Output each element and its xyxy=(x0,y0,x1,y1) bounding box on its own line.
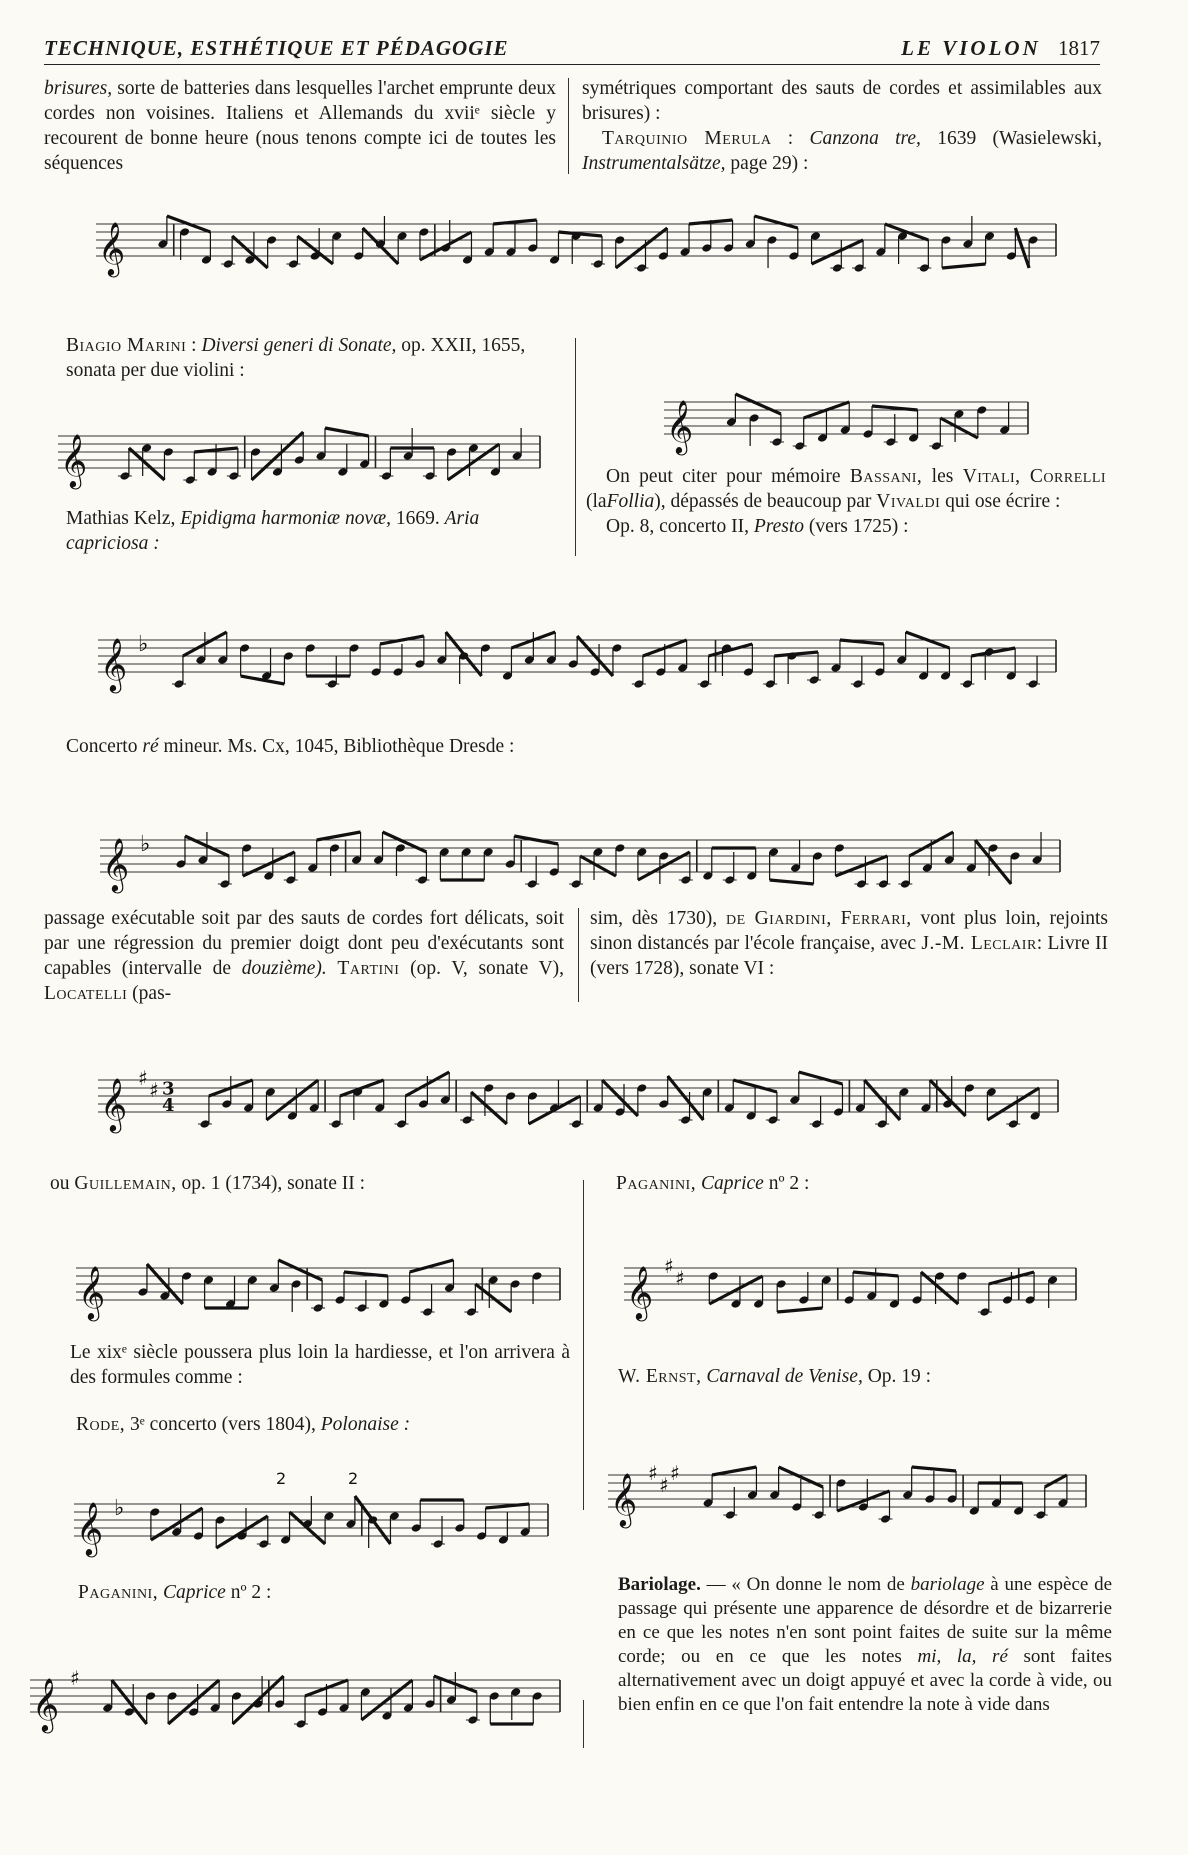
word-de: de xyxy=(726,908,746,929)
note-beam xyxy=(930,1080,966,1116)
treble-clef-icon: 𝄞 xyxy=(32,1677,60,1731)
time-signature-numerator: 3 xyxy=(162,1078,175,1100)
running-title: TECHNIQUE, ESTHÉTIQUE ET PÉDAGOGIE xyxy=(44,36,509,60)
sharp-icon: ♯ xyxy=(149,1077,159,1102)
work-epidigma: Epidigma harmoniæ novæ, xyxy=(180,508,391,529)
note-beam xyxy=(112,1680,147,1724)
work-diversi-generi: Diversi generi di Sonate, xyxy=(201,335,397,356)
journal-title: LE VIOLON xyxy=(901,36,1041,60)
note-beam xyxy=(912,1467,956,1471)
treble-clef-icon: 𝄞 xyxy=(626,1265,654,1319)
note-beam xyxy=(812,240,864,264)
composer-vivaldi: Vivaldi xyxy=(876,491,941,512)
xix-text: Le xixᵉ siècle poussera plus loin la hardiesse, et l'on arrivera à des formules comme : xyxy=(70,1342,570,1388)
music-example-merula xyxy=(96,200,1056,280)
vivaldi-op: Op. 8, concerto II, xyxy=(606,516,749,537)
term-brisures: brisures, xyxy=(44,78,113,99)
note-beam xyxy=(363,228,399,264)
work-follia: Follia xyxy=(606,491,655,512)
note-beam xyxy=(383,832,427,852)
bariolage-text-a: — « On donne le nom de xyxy=(706,1574,905,1595)
note-beam xyxy=(735,394,781,414)
note-beam xyxy=(278,1260,322,1280)
column-rule-4 xyxy=(583,1180,584,1510)
intro-left-text: sorte de batteries dans lesquelles l'archet emprunte deux cordes non voisines. Italiens et Allemands du xviiᵉ siècle y recourent de bonne heure (nous tenons compte ici de toutes les séquences xyxy=(44,78,557,174)
sharp-icon: ♯ xyxy=(659,1472,669,1497)
vivaldi-text-e: qui ose écrire : xyxy=(945,491,1061,512)
flat-icon: ♭ xyxy=(138,632,149,658)
note-beam xyxy=(493,220,537,224)
music-example-ernst xyxy=(608,1446,1086,1536)
note-beam xyxy=(774,652,818,656)
passage-text-c: (pas- xyxy=(132,983,172,1004)
paganini-caption-2 xyxy=(78,1580,578,1605)
note-beam xyxy=(853,1272,898,1276)
note-beam xyxy=(770,880,814,884)
note-beam xyxy=(872,406,918,410)
note-beam xyxy=(689,220,733,224)
composer-locatelli: Locatelli xyxy=(44,983,128,1004)
note-beam xyxy=(940,418,978,438)
work-caprice-1: Caprice xyxy=(700,1173,764,1194)
rode-caption xyxy=(76,1412,576,1437)
note-beam xyxy=(233,1676,284,1724)
column-rule-5 xyxy=(583,1700,584,1748)
note-beam xyxy=(1045,1475,1067,1487)
note-beam xyxy=(471,1092,507,1124)
fingering-1: 2 xyxy=(276,1469,287,1488)
fingering-2: 2 xyxy=(348,1469,359,1488)
composer-rode: Rode, xyxy=(76,1414,126,1435)
ernst-op: Op. 19 : xyxy=(867,1366,932,1387)
note-beam xyxy=(799,1072,843,1084)
sharp-icon: ♯ xyxy=(70,1665,80,1690)
key-re: ré xyxy=(142,736,159,757)
note-beam xyxy=(529,1096,581,1124)
marini-details: op. XXII, 1655, sonata per due violini : xyxy=(66,335,526,381)
guillemain-b: op. 1 (1734), sonate II : xyxy=(181,1173,366,1194)
note-beam xyxy=(754,216,798,228)
music-example-paganini-left xyxy=(30,1654,560,1738)
composer-leclair: J.-M. Leclair xyxy=(921,933,1037,954)
note-beam xyxy=(580,856,616,876)
column-rule xyxy=(568,78,569,174)
vivaldi-text-c: (la xyxy=(586,491,607,512)
column-rule-2 xyxy=(575,338,576,556)
music-example-rode xyxy=(74,1469,548,1562)
composer-giardini: Giardini, xyxy=(754,908,832,929)
kelz-caption xyxy=(66,506,566,556)
paganini-caption-1 xyxy=(616,1171,1096,1196)
vivaldi-date: (vers 1725) : xyxy=(808,516,909,537)
passage-right-c: : Livre II (vers 1728), sonate VI : xyxy=(590,933,1108,979)
treble-clef-icon: 𝄞 xyxy=(100,637,128,691)
merula-year: 1639 (Wasielewski, xyxy=(937,128,1102,149)
passage-right-b: vont plus loin, rejoints sinon distancés par l'école française, avec xyxy=(590,908,1109,954)
column-rule-3 xyxy=(578,908,579,1002)
music-example-vivaldi xyxy=(98,614,1056,698)
note-beam xyxy=(129,448,165,480)
caprice-number-1: nº 2 : xyxy=(768,1173,810,1194)
composer-ferrari: Ferrari, xyxy=(840,908,912,929)
note-beam xyxy=(777,1308,822,1312)
header-right xyxy=(901,36,1100,61)
marini-caption: Biagio Marini : Diversi generi di Sonate, op. XXII, 1655, sonata per due violini : xyxy=(66,335,526,381)
composer-merula: Tarquinio Merula xyxy=(602,128,772,149)
note-beam xyxy=(168,1680,219,1724)
note-beam xyxy=(317,832,361,840)
note-beam xyxy=(840,640,884,644)
music-example-marini xyxy=(58,412,540,492)
composer-marini: Biagio Marini xyxy=(66,335,187,356)
merula-page: page 29) : xyxy=(730,153,809,174)
treble-clef-icon: 𝄞 xyxy=(78,1265,106,1319)
term-bariolage: Bariolage. xyxy=(618,1574,701,1595)
sharp-icon: ♯ xyxy=(138,1065,148,1090)
intro-right-text: symétriques comportant des sauts de cordes et assimilables aux brisures) : xyxy=(582,78,1102,124)
work-instrumentalsatze: Instrumentalsätze, xyxy=(582,153,726,174)
concerto-caption xyxy=(66,734,1066,759)
treble-clef-icon: 𝄞 xyxy=(76,1501,104,1555)
treble-clef-icon: 𝄞 xyxy=(100,1077,128,1131)
work-canzona: Canzona tre, xyxy=(809,128,921,149)
work-aria-capriciosa: Aria capriciosa : xyxy=(66,508,480,554)
music-example-leclair xyxy=(98,1054,1058,1138)
work-carnaval: Carnaval de Venise, xyxy=(706,1366,863,1387)
passage-left xyxy=(44,906,564,1006)
note-beam xyxy=(864,1080,900,1120)
note-beam xyxy=(410,1260,454,1272)
note-beam xyxy=(446,632,482,676)
note-beam xyxy=(344,1272,388,1276)
passage-right xyxy=(590,906,1108,981)
composer-paganini-1: Paganini, xyxy=(616,1173,697,1194)
page-header xyxy=(44,36,1100,65)
treble-clef-icon: 𝄞 xyxy=(102,837,130,891)
rode-concerto: 3ᵉ concerto (vers 1804), xyxy=(130,1414,316,1435)
vivaldi-text-b: les xyxy=(931,466,954,487)
note-beam xyxy=(971,648,1015,656)
note-beam xyxy=(668,1076,704,1120)
time-signature-denominator: 4 xyxy=(162,1095,175,1117)
note-beam xyxy=(475,1284,511,1312)
note-beam xyxy=(486,1504,530,1508)
tempo-presto: Presto xyxy=(753,516,805,537)
concerto-text-b: mineur. Ms. Cx, 1045, Bibliothèque Dresde : xyxy=(163,736,515,757)
treble-clef-icon: 𝄞 xyxy=(666,399,694,453)
xix-paragraph xyxy=(70,1340,570,1390)
note-beam xyxy=(558,232,602,236)
intro-paragraph-left xyxy=(44,76,556,176)
music-example-concerto-dresde xyxy=(100,816,1060,896)
note-beam xyxy=(194,448,238,452)
word-bariolage: bariolage xyxy=(910,1574,985,1595)
composer-tartini: Tartini xyxy=(337,958,400,979)
vivaldi-text-d: ), dépassés de beaucoup par xyxy=(654,491,872,512)
bariolage-paragraph xyxy=(618,1573,1112,1717)
vivaldi-text-a: On peut citer pour mémoire xyxy=(606,466,841,487)
treble-clef-icon: 𝄞 xyxy=(610,1472,638,1526)
intro-paragraph-right: symétriques comportant des sauts de cordes et assimilables aux brisures) : Tarquinio Merula : Canzona tre, 1639 (Wasielewski, Instrumentalsätze, page 29) : xyxy=(582,78,1102,174)
guillemain-caption xyxy=(50,1171,570,1196)
music-example-paganini-right xyxy=(624,1244,1076,1324)
composer-ernst: W. Ernst, xyxy=(618,1366,702,1387)
passage-text-a: passage exécutable soit par des sauts de cordes fort délicats, soit par une régression du premier doigt dont peu d'exécutants sont capables (intervalle de xyxy=(44,908,564,979)
music-example-guillemain xyxy=(76,1244,560,1324)
concerto-text-a: Concerto xyxy=(66,736,138,757)
notes-mi-la-re: mi, la, ré xyxy=(917,1646,1008,1667)
vivaldi-paragraph xyxy=(586,464,1106,539)
bariolage-text-c: sont faites alternativement avec un doigt appuyé et avec la corde à vide, ou bien enfin en ce que l'on fait entendre la note à vide dans xyxy=(618,1646,1112,1715)
flat-icon: ♭ xyxy=(140,832,151,858)
passage-right-a: sim, dès 1730), xyxy=(590,908,718,929)
music-example-merula-continued xyxy=(664,378,1028,458)
composer-bassani: Bassani, xyxy=(849,466,923,487)
composer-vitali: Vitali, xyxy=(962,466,1021,487)
note-beam xyxy=(325,428,369,436)
bariolage-text-b: à une espèce de passage qui présente une apparence de désordre et de bizarrerie en ce que les notes n'en sont point faites de suite sur la même corde; ou en ce que les notes xyxy=(618,1574,1113,1667)
kelz-year: 1669. xyxy=(395,508,440,529)
note-beam xyxy=(835,856,887,876)
work-caprice-2: Caprice xyxy=(162,1582,226,1603)
term-douzieme: douzième). xyxy=(241,958,327,979)
page-number: 1817 xyxy=(1058,36,1100,60)
passage-text-b: (op. V, sonate V), xyxy=(410,958,565,979)
note-beam xyxy=(942,264,986,268)
guillemain-a: ou xyxy=(50,1173,70,1194)
work-polonaise: Polonaise : xyxy=(320,1414,411,1435)
note-beam xyxy=(712,1467,756,1475)
treble-clef-icon: 𝄞 xyxy=(60,433,88,487)
ernst-caption xyxy=(618,1364,1098,1389)
sharp-icon: ♯ xyxy=(664,1253,674,1278)
treble-clef-icon: 𝄞 xyxy=(98,221,126,275)
sharp-icon: ♯ xyxy=(675,1265,685,1290)
sharp-icon: ♯ xyxy=(670,1460,680,1485)
sharp-icon: ♯ xyxy=(648,1460,658,1485)
composer-guillemain: Guillemain, xyxy=(74,1173,177,1194)
composer-kelz: Mathias Kelz, xyxy=(66,508,176,529)
composer-paganini-2: Paganini, xyxy=(78,1582,159,1603)
caprice-number-2: nº 2 : xyxy=(230,1582,272,1603)
flat-icon: ♭ xyxy=(114,1496,125,1522)
composer-corelli: Correlli xyxy=(1029,466,1107,487)
